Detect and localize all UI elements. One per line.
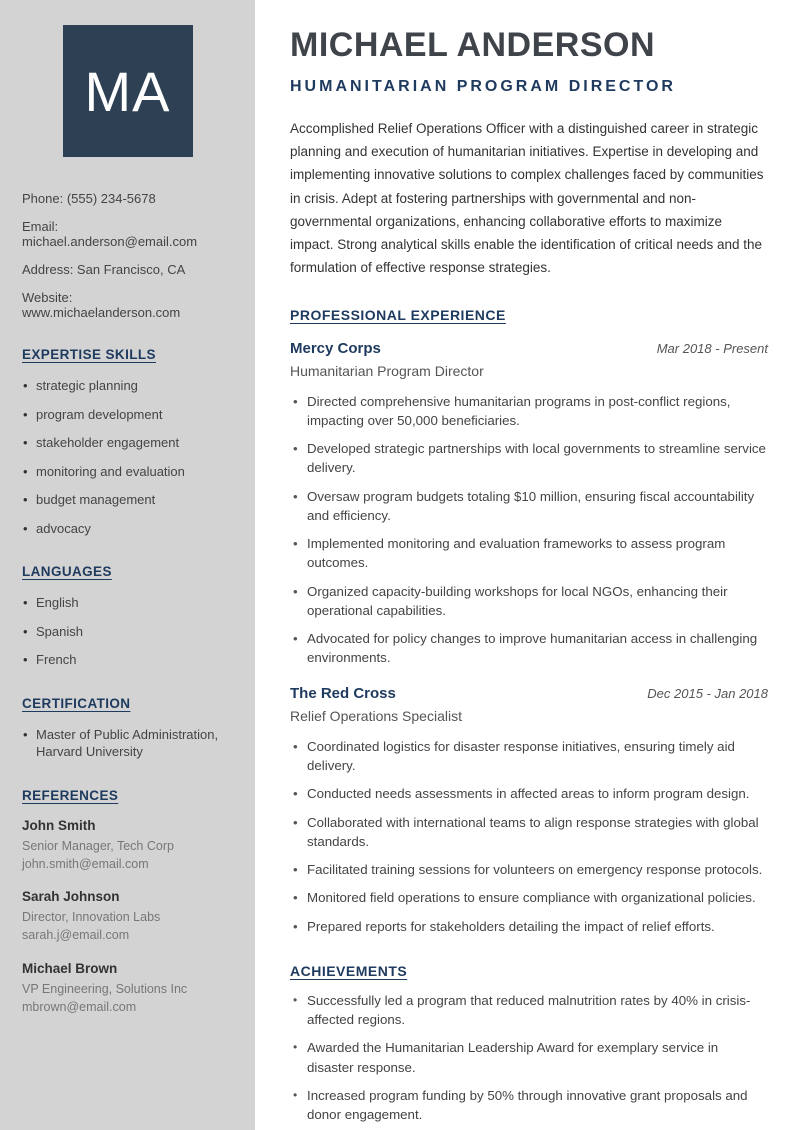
- job-dates: Mar 2018 - Present: [656, 340, 768, 356]
- job-bullet-list: [290, 737, 768, 936]
- job-bullet-list: [290, 392, 768, 668]
- certification-list: [22, 726, 233, 761]
- list-item: • Collaborated with international teams to align response strategies with global standards.: [290, 813, 768, 852]
- languages-section-title: LANGUAGES: [22, 564, 112, 580]
- job-title: Humanitarian Program Director: [290, 362, 484, 379]
- reference-email: sarah.j@email.com: [22, 928, 130, 943]
- list-item: • Prepared reports for stakeholders detailing the impact of relief efforts.: [290, 917, 768, 936]
- contact-info: [22, 191, 233, 320]
- reference-name: Sarah Johnson: [22, 889, 120, 905]
- sidebar: [0, 0, 255, 1130]
- reference-name: John Smith: [22, 818, 96, 834]
- summary-paragraph: Accomplished Relief Operations Officer with a distinguished career in strategic planning and execution of humanitarian initiatives. Expertise in developing and implementing innovative solutions to complex challenges faced by communities in crisis. Adept at fostering partnerships with governmental and non-governmental organizations, enhancing collaborative efforts to maximize impact. Strong analytical skills enable the identification of critical needs and the formulation of effective response strategies.: [290, 121, 764, 276]
- list-item: • Coordinated logistics for disaster response initiatives, ensuring timely aid delivery.: [290, 737, 768, 776]
- list-item: • Organized capacity-building workshops for local NGOs, enhancing their operational capabilities.: [290, 582, 768, 621]
- languages-list: [22, 594, 233, 669]
- list-item: • Facilitated training sessions for volunteers on emergency response protocols.: [290, 860, 768, 879]
- list-item: • Oversaw program budgets totaling $10 million, ensuring fiscal accountability and efficiency.: [290, 487, 768, 526]
- contact-website: Website: www.michaelanderson.com: [22, 290, 181, 320]
- list-item: • program development: [22, 406, 233, 424]
- candidate-name: MICHAEL ANDERSON: [290, 26, 656, 64]
- reference-title: Director, Innovation Labs: [22, 910, 161, 925]
- list-item: • English: [22, 594, 233, 612]
- monogram-initials: MA: [84, 59, 171, 123]
- job-title: Relief Operations Specialist: [290, 707, 462, 724]
- main-content: [255, 0, 800, 1130]
- references-section-title: REFERENCES: [22, 788, 119, 804]
- job-entry: [290, 685, 768, 936]
- list-item: • strategic planning: [22, 377, 233, 395]
- list-item: • Awarded the Humanitarian Leadership Award for exemplary service in disaster response.: [290, 1038, 768, 1077]
- job-header: [290, 340, 768, 357]
- list-item: • monitoring and evaluation: [22, 463, 233, 481]
- list-item: • Developed strategic partnerships with local governments to streamline service delivery.: [290, 439, 768, 478]
- achievements-list: [290, 991, 768, 1125]
- list-item: • Directed comprehensive humanitarian programs in post-conflict regions, impacting over 50,000 beneficiaries.: [290, 392, 768, 431]
- reference-title: Senior Manager, Tech Corp: [22, 839, 174, 854]
- list-item: • advocacy: [22, 520, 233, 538]
- contact-address: Address: San Francisco, CA: [22, 262, 186, 277]
- reference-entry: [22, 961, 233, 1016]
- reference-email: john.smith@email.com: [22, 857, 149, 872]
- skills-list: [22, 377, 233, 537]
- monogram-avatar: [63, 25, 193, 157]
- achievements-section-title: ACHIEVEMENTS: [290, 962, 408, 979]
- list-item: • French: [22, 651, 233, 669]
- job-dates: Dec 2015 - Jan 2018: [647, 685, 768, 701]
- reference-name: Michael Brown: [22, 960, 118, 976]
- list-item: • budget management: [22, 491, 233, 509]
- job-header: [290, 685, 768, 702]
- reference-entry: [22, 889, 233, 944]
- candidate-role: HUMANITARIAN PROGRAM DIRECTOR: [290, 78, 676, 95]
- contact-phone: Phone: (555) 234-5678: [22, 191, 156, 206]
- list-item: • Implemented monitoring and evaluation frameworks to assess program outcomes.: [290, 534, 768, 573]
- reference-title: VP Engineering, Solutions Inc: [22, 981, 188, 996]
- reference-entry: [22, 818, 233, 873]
- skills-section-title: EXPERTISE SKILLS: [22, 347, 156, 362]
- list-item: • Spanish: [22, 623, 233, 641]
- list-item: • Master of Public Administration, Harvard University: [22, 726, 233, 761]
- company-name: Mercy Corps: [290, 339, 381, 357]
- list-item: • Monitored field operations to ensure compliance with organizational policies.: [290, 888, 768, 907]
- list-item: • Conducted needs assessments in affected areas to inform program design.: [290, 784, 768, 803]
- certification-section-title: CERTIFICATION: [22, 695, 131, 711]
- experience-section-title: PROFESSIONAL EXPERIENCE: [290, 306, 506, 323]
- list-item: • stakeholder engagement: [22, 434, 233, 452]
- company-name: The Red Cross: [290, 684, 396, 702]
- list-item: • Advocated for policy changes to improve humanitarian access in challenging environments.: [290, 629, 768, 668]
- contact-email: Email: michael.anderson@email.com: [22, 219, 198, 249]
- list-item: • Successfully led a program that reduced malnutrition rates by 40% in crisis-affected regions.: [290, 991, 768, 1030]
- job-entry: [290, 340, 768, 668]
- list-item: • Increased program funding by 50% through innovative grant proposals and donor engagement.: [290, 1086, 768, 1125]
- reference-email: mbrown@email.com: [22, 999, 137, 1014]
